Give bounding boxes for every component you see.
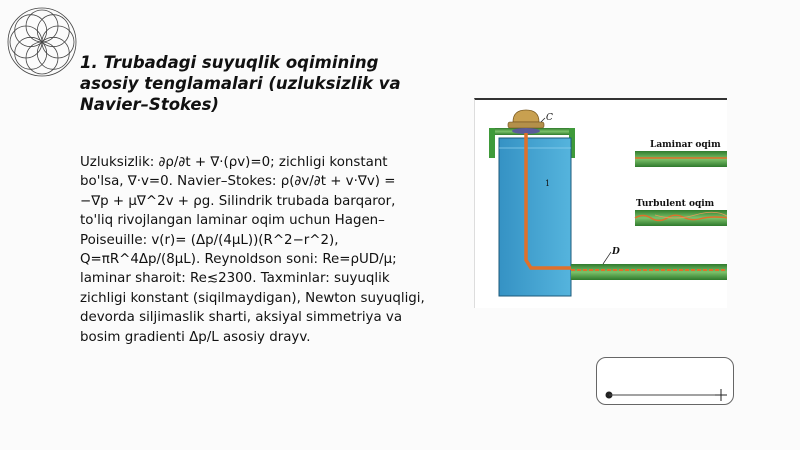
label-1: 1	[545, 179, 551, 188]
reynolds-experiment-illustration	[475, 100, 727, 308]
frame-post-left	[489, 128, 495, 158]
label-c: C	[546, 113, 553, 123]
outlet-pipe	[571, 264, 727, 280]
slide-title: 1. Trubadagi suyuqlik oqimining asosiy tenglamalari (uzluksizlik va Navier–Stokes)	[80, 53, 401, 114]
laminar-pipe	[635, 151, 727, 167]
pipe-flow-figure	[474, 98, 727, 308]
decorative-ornament-icon	[4, 4, 80, 80]
laminar-label: Laminar oqim	[650, 140, 721, 150]
audio-playback-bar-icon	[597, 358, 733, 404]
dye-reservoir	[513, 110, 539, 122]
water-tank	[499, 138, 571, 296]
audio-player[interactable]	[596, 357, 734, 405]
slide-body-text: Uzluksizlik: ∂ρ/∂t + ∇·(ρv)=0; zichligi konstant bo'lsa, ∇·v=0. Navier–Stokes: ρ(∂v/∂t + v·∇v) = −∇p + μ∇^2v + ρg. Silindrik trubada barqaror, to'liq rivojlangan laminar oqim uchun Hagen–Poiseuille: v(r)= (Δp/(4μL))(R^2−r^2), Q=πR^4Δp/(8μL). Reynoldson soni: Re=ρUD/μ; laminar sharoit: Re≲2300. Taxminlar: suyuqlik zichligi konstant (siqilmaydigan), Newton suyuqligi, devorda siljimaslik sharti, aksiyal simmetriya va bosim gradienti Δp/L asosiy drayv.	[80, 155, 425, 345]
label-d: D	[612, 247, 620, 257]
turbulent-label: Turbulent oqim	[636, 199, 715, 209]
